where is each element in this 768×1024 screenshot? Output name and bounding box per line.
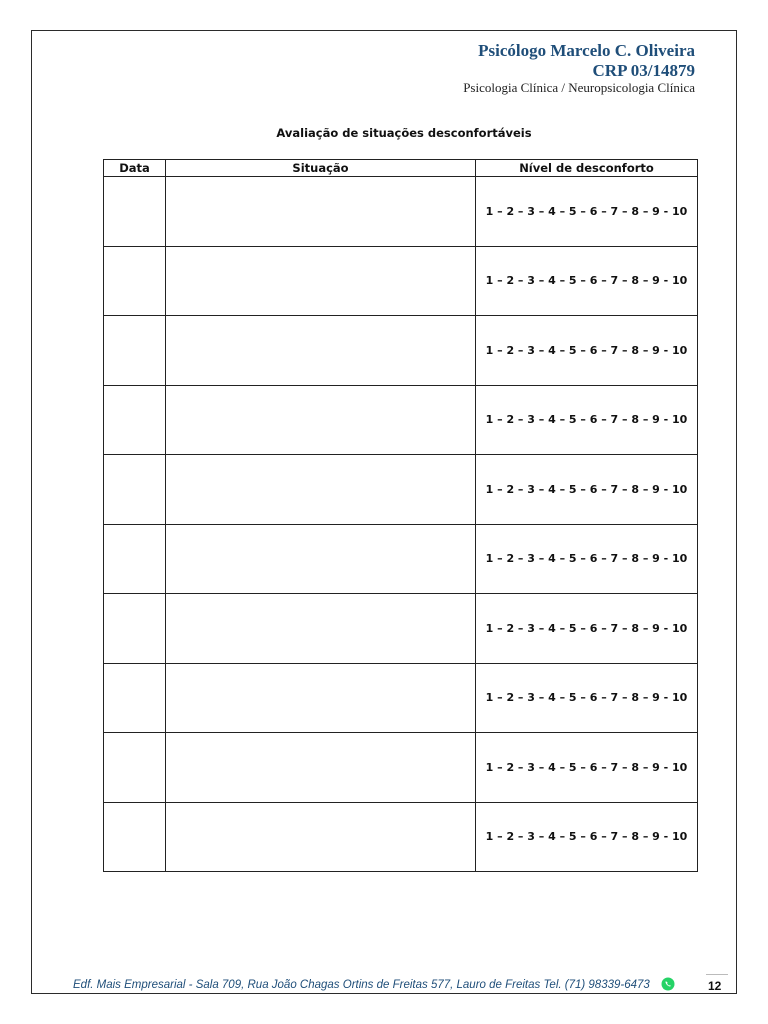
situation-cell[interactable]	[166, 663, 476, 733]
page-number: 12	[708, 979, 722, 993]
column-header-nivel: Nível de desconforto	[476, 160, 698, 177]
situation-cell[interactable]	[166, 524, 476, 594]
table-row	[104, 455, 698, 525]
footer-address: Edf. Mais Empresarial - Sala 709, Rua João Chagas Ortins de Freitas 577, Lauro de Freitas Tel. (71) 98339-6473	[73, 979, 650, 991]
date-cell[interactable]	[104, 316, 166, 386]
date-cell[interactable]	[104, 733, 166, 803]
discomfort-scale: 1 – 2 – 3 – 4 – 5 – 6 – 7 – 8 – 9 - 10	[476, 316, 698, 386]
discomfort-scale: 1 – 2 – 3 – 4 – 5 – 6 – 7 – 8 – 9 - 10	[476, 524, 698, 594]
date-cell[interactable]	[104, 455, 166, 525]
author-name: Psicólogo Marcelo C. Oliveira	[478, 41, 695, 60]
date-cell[interactable]	[104, 385, 166, 455]
column-header-data: Data	[104, 160, 166, 177]
table-header-row	[104, 160, 698, 177]
situation-cell[interactable]	[166, 385, 476, 455]
discomfort-scale: 1 – 2 – 3 – 4 – 5 – 6 – 7 – 8 – 9 - 10	[476, 385, 698, 455]
situation-cell[interactable]	[166, 177, 476, 247]
table-row	[104, 524, 698, 594]
date-cell[interactable]	[104, 594, 166, 664]
document-title: Avaliação de situações desconfortáveis	[276, 126, 532, 140]
date-cell[interactable]	[104, 246, 166, 316]
discomfort-scale: 1 – 2 – 3 – 4 – 5 – 6 – 7 – 8 – 9 - 10	[476, 246, 698, 316]
table-row	[104, 177, 698, 247]
table-row	[104, 246, 698, 316]
footer-divider	[706, 974, 728, 975]
discomfort-scale: 1 – 2 – 3 – 4 – 5 – 6 – 7 – 8 – 9 - 10	[476, 663, 698, 733]
table-row	[104, 594, 698, 664]
specialty-subtitle: Psicologia Clínica / Neuropsicologia Clínica	[463, 80, 695, 95]
situation-cell[interactable]	[166, 733, 476, 803]
discomfort-scale: 1 – 2 – 3 – 4 – 5 – 6 – 7 – 8 – 9 - 10	[476, 733, 698, 803]
discomfort-table	[103, 159, 698, 872]
date-cell[interactable]	[104, 524, 166, 594]
table-row	[104, 663, 698, 733]
crp-number: CRP 03/14879	[592, 61, 695, 80]
discomfort-scale: 1 – 2 – 3 – 4 – 5 – 6 – 7 – 8 – 9 - 10	[476, 455, 698, 525]
date-cell[interactable]	[104, 663, 166, 733]
whatsapp-icon	[661, 977, 675, 991]
table-row	[104, 802, 698, 872]
situation-cell[interactable]	[166, 802, 476, 872]
discomfort-scale: 1 – 2 – 3 – 4 – 5 – 6 – 7 – 8 – 9 - 10	[476, 594, 698, 664]
table-row	[104, 316, 698, 386]
situation-cell[interactable]	[166, 246, 476, 316]
table-row	[104, 385, 698, 455]
situation-cell[interactable]	[166, 455, 476, 525]
discomfort-scale: 1 – 2 – 3 – 4 – 5 – 6 – 7 – 8 – 9 - 10	[476, 802, 698, 872]
discomfort-scale: 1 – 2 – 3 – 4 – 5 – 6 – 7 – 8 – 9 - 10	[476, 177, 698, 247]
date-cell[interactable]	[104, 802, 166, 872]
situation-cell[interactable]	[166, 594, 476, 664]
column-header-situacao: Situação	[166, 160, 476, 177]
situation-cell[interactable]	[166, 316, 476, 386]
table-row	[104, 733, 698, 803]
date-cell[interactable]	[104, 177, 166, 247]
